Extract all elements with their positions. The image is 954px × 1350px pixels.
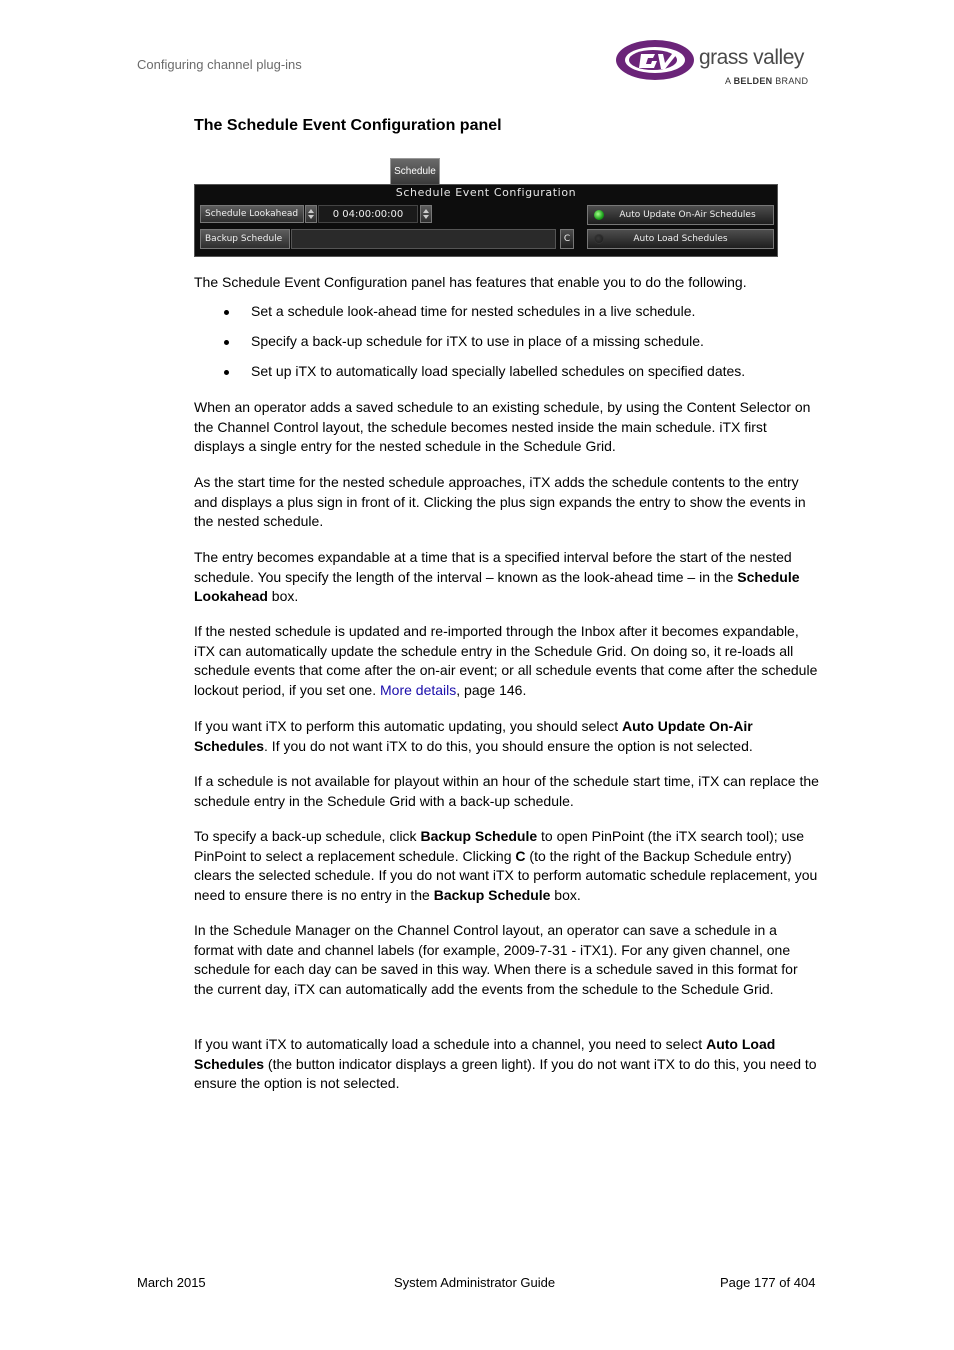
bullet-icon: [224, 370, 229, 375]
footer-page-number: Page 177 of 404: [720, 1275, 816, 1290]
footer-doc-title: System Administrator Guide: [394, 1275, 556, 1290]
running-header: Configuring channel plug-ins: [137, 57, 302, 72]
logo-wordmark: grass valley: [699, 46, 804, 69]
paragraph-backup-intro: If a schedule is not available for playout within an hour of the schedule start time, iTX can replace the schedule entry in the Schedule Grid with a back-up schedule.: [194, 773, 819, 809]
tab-schedule[interactable]: Schedule: [390, 158, 440, 184]
intro-paragraph: The Schedule Event Configuration panel has features that enable you to do the following.: [194, 274, 747, 290]
paragraph-auto-update: If you want iTX to perform this automatic updating, you should select Auto Update On-Air Schedules. If you do not want iTX to do this, you should ensure the option is not selected.: [194, 718, 753, 754]
led-off-icon: [594, 234, 604, 244]
logo-tagline: A BELDEN BRAND: [725, 76, 809, 86]
paragraph-auto-load: If you want iTX to automatically load a schedule into a channel, you need to select Auto Load Schedules (the button indicator displays a green light). If you do not want iTX to do this, you need to ensure the option is not selected.: [194, 1036, 817, 1092]
bullet-icon: [224, 310, 229, 315]
clear-backup-button[interactable]: C: [560, 229, 574, 249]
lookahead-spin-left[interactable]: [305, 205, 317, 223]
auto-update-on-air-schedules-button[interactable]: Auto Update On-Air Schedules: [587, 205, 774, 225]
schedule-event-panel-screenshot: [194, 158, 778, 258]
led-on-icon: [594, 210, 604, 220]
lookahead-spin-right[interactable]: [420, 205, 432, 223]
grass-valley-logo: [615, 36, 820, 92]
paragraph-nested-schedule: When an operator adds a saved schedule to an existing schedule, by using the Content Selector on the Channel Control layout, the schedule becomes nested inside the main schedule. iTX first displays a single entry for the nested schedule in the Schedule Grid.: [194, 399, 811, 455]
page-title: The Schedule Event Configuration panel: [194, 117, 502, 134]
gv-logo-icon: [615, 36, 697, 84]
paragraph-backup-howto: To specify a back-up schedule, click Backup Schedule to open PinPoint (the iTX search tool); use PinPoint to select a replacement schedule. Clicking C (to the right of the Backup Schedule entry) clears the selected schedule. If you do not want iTX to perform automatic schedule replacement, you need to ensure there is no entry in the Backup Schedule box.: [194, 828, 818, 903]
schedule-lookahead-label: Schedule Lookahead: [200, 205, 304, 223]
paragraph-start-time: As the start time for the nested schedule approaches, iTX adds the schedule contents to the entry and displays a plus sign in front of it. Clicking the plus sign expands the entry to show the events in the nested schedule.: [194, 474, 806, 530]
lookahead-time-field[interactable]: 0 04:00:00:00: [318, 205, 418, 223]
paragraph-reimport: If the nested schedule is updated and re-imported through the Inbox after it becomes expandable, iTX can automatically update the schedule entry in the Schedule Grid. On doing so, it re-loads all schedule events that come after the on-air event; or all schedule events that come after the schedule lockout period, if you set one. More details, page 146.: [194, 623, 818, 698]
schedule-event-configuration-panel: [194, 184, 778, 257]
backup-schedule-field[interactable]: [291, 229, 556, 249]
auto-load-schedules-button[interactable]: Auto Load Schedules: [587, 229, 774, 249]
more-details-link[interactable]: More details: [380, 681, 457, 698]
paragraph-schedule-manager: In the Schedule Manager on the Channel Control layout, an operator can save a schedule in a format with date and channel labels (for example, 2009-7-31 - iTX1). For any given channel, one schedule for each day can be saved in this way. When there is a schedule saved in this format for the current day, iTX can automatically add the events from the schedule to the Schedule Grid.: [194, 922, 798, 997]
backup-schedule-button[interactable]: Backup Schedule: [200, 229, 290, 249]
panel-title: Schedule Event Configuration: [395, 186, 577, 199]
bullet-icon: [224, 340, 229, 345]
paragraph-lookahead: The entry becomes expandable at a time that is a specified interval before the start of the nested schedule. You specify the length of the interval – known as the look-ahead time – in the Schedule Lookahead box.: [194, 549, 800, 605]
footer-date: March 2015: [137, 1275, 206, 1290]
